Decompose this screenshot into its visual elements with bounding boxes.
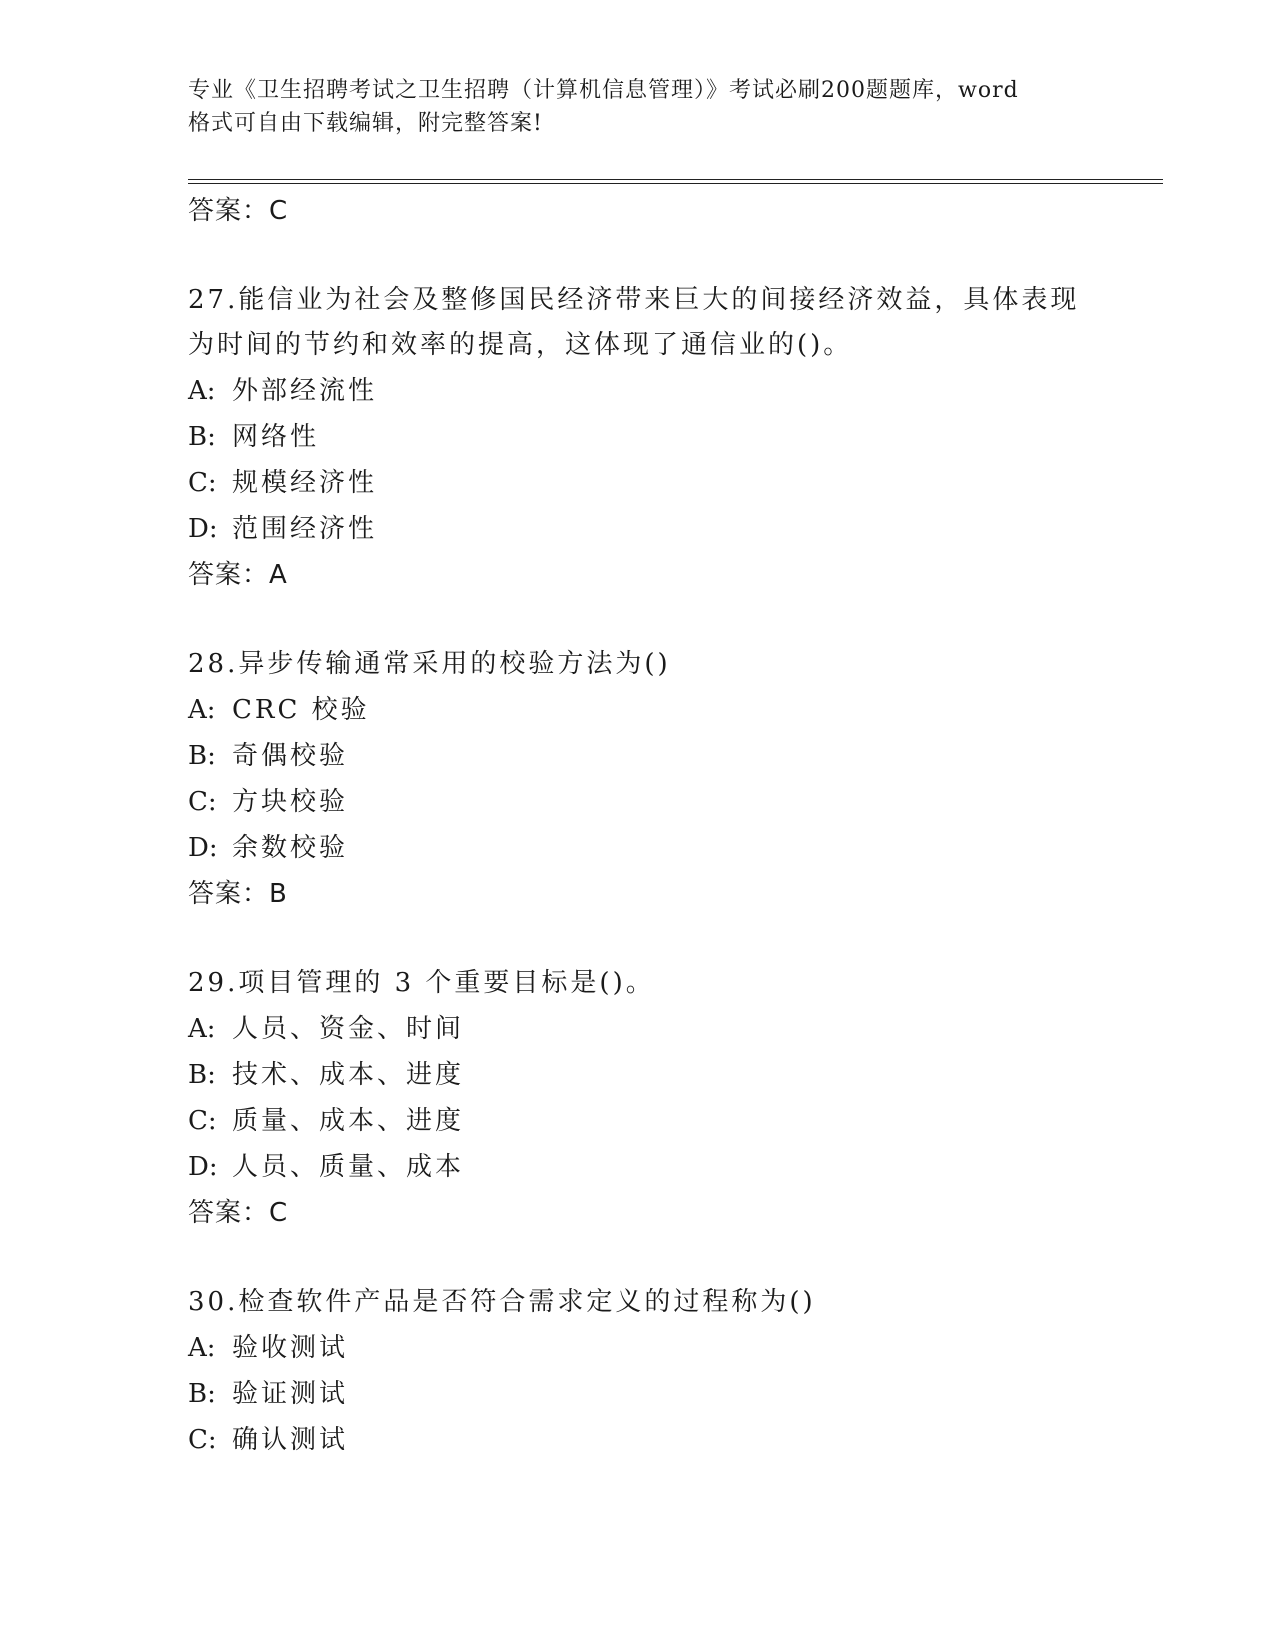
option-letter: D: [188, 514, 218, 544]
previous-answer: 答案：C [188, 196, 289, 226]
option-letter: B: [188, 1379, 216, 1409]
option-text: 人员、资金、时间 [232, 1014, 465, 1044]
question-stem: 27.能信业为社会及整修国民经济带来巨大的间接经济效益，具体表现 [188, 285, 1080, 315]
answer-option [188, 1417, 1088, 1463]
option-text: 方块校验 [232, 787, 349, 817]
option-text: 人员、质量、成本 [232, 1152, 465, 1182]
option-letter: B: [188, 1060, 216, 1090]
option-text: 规模经济性 [232, 468, 378, 498]
answer-option [188, 1052, 1088, 1098]
answer-option [188, 779, 1088, 825]
question-stem-continued: 为时间的节约和效率的提高，这体现了通信业的()。 [188, 330, 853, 360]
option-letter: A: [188, 695, 216, 725]
question-answer: 答案：A [188, 560, 288, 590]
option-text: 确认测试 [232, 1425, 349, 1455]
option-letter: C: [188, 1425, 217, 1455]
document-header [188, 74, 1088, 140]
answer-option [188, 460, 1088, 506]
answer-option [188, 1144, 1088, 1190]
option-text: 外部经流性 [232, 376, 378, 406]
option-text: 网络性 [232, 422, 320, 452]
question-block [188, 642, 1088, 917]
option-letter: B: [188, 741, 216, 771]
answer-option [188, 1371, 1088, 1417]
question-answer: 答案：B [188, 879, 288, 909]
option-letter: A: [188, 1333, 216, 1363]
header-divider-top [188, 179, 1163, 180]
answer-option [188, 733, 1088, 779]
answer-option [188, 414, 1088, 460]
header-line-1: 专业《卫生招聘考试之卫生招聘（计算机信息管理）》考试必刷200题题库，word [188, 78, 1019, 103]
option-letter: C: [188, 787, 217, 817]
answer-option [188, 825, 1088, 871]
option-letter: A: [188, 1014, 216, 1044]
option-text: 验证测试 [232, 1379, 349, 1409]
question-block [188, 1280, 1088, 1463]
header-divider-bottom [188, 183, 1163, 184]
question-stem: 30.检查软件产品是否符合需求定义的过程称为() [188, 1287, 816, 1317]
answer-option [188, 368, 1088, 414]
option-text: 范围经济性 [232, 514, 378, 544]
option-text: 质量、成本、进度 [232, 1106, 465, 1136]
question-stem: 29.项目管理的 3 个重要目标是()。 [188, 968, 655, 998]
question-block [188, 278, 1088, 598]
option-text: 验收测试 [232, 1333, 349, 1363]
answer-option [188, 506, 1088, 552]
option-letter: C: [188, 468, 217, 498]
option-letter: B: [188, 422, 216, 452]
header-line-2: 格式可自由下载编辑，附完整答案! [188, 111, 543, 136]
answer-option [188, 1325, 1088, 1371]
option-text: 奇偶校验 [232, 741, 349, 771]
option-text: CRC 校验 [232, 695, 370, 725]
questions-container [188, 278, 1088, 1463]
question-answer: 答案：C [188, 1198, 289, 1228]
answer-option [188, 687, 1088, 733]
answer-option [188, 1098, 1088, 1144]
option-letter: D: [188, 1152, 218, 1182]
answer-option [188, 1006, 1088, 1052]
question-list [188, 188, 1088, 1463]
question-stem: 28.异步传输通常采用的校验方法为() [188, 649, 671, 679]
option-letter: D: [188, 833, 218, 863]
option-letter: A: [188, 376, 216, 406]
option-letter: C: [188, 1106, 217, 1136]
option-text: 余数校验 [232, 833, 349, 863]
option-text: 技术、成本、进度 [232, 1060, 465, 1090]
question-block [188, 961, 1088, 1236]
